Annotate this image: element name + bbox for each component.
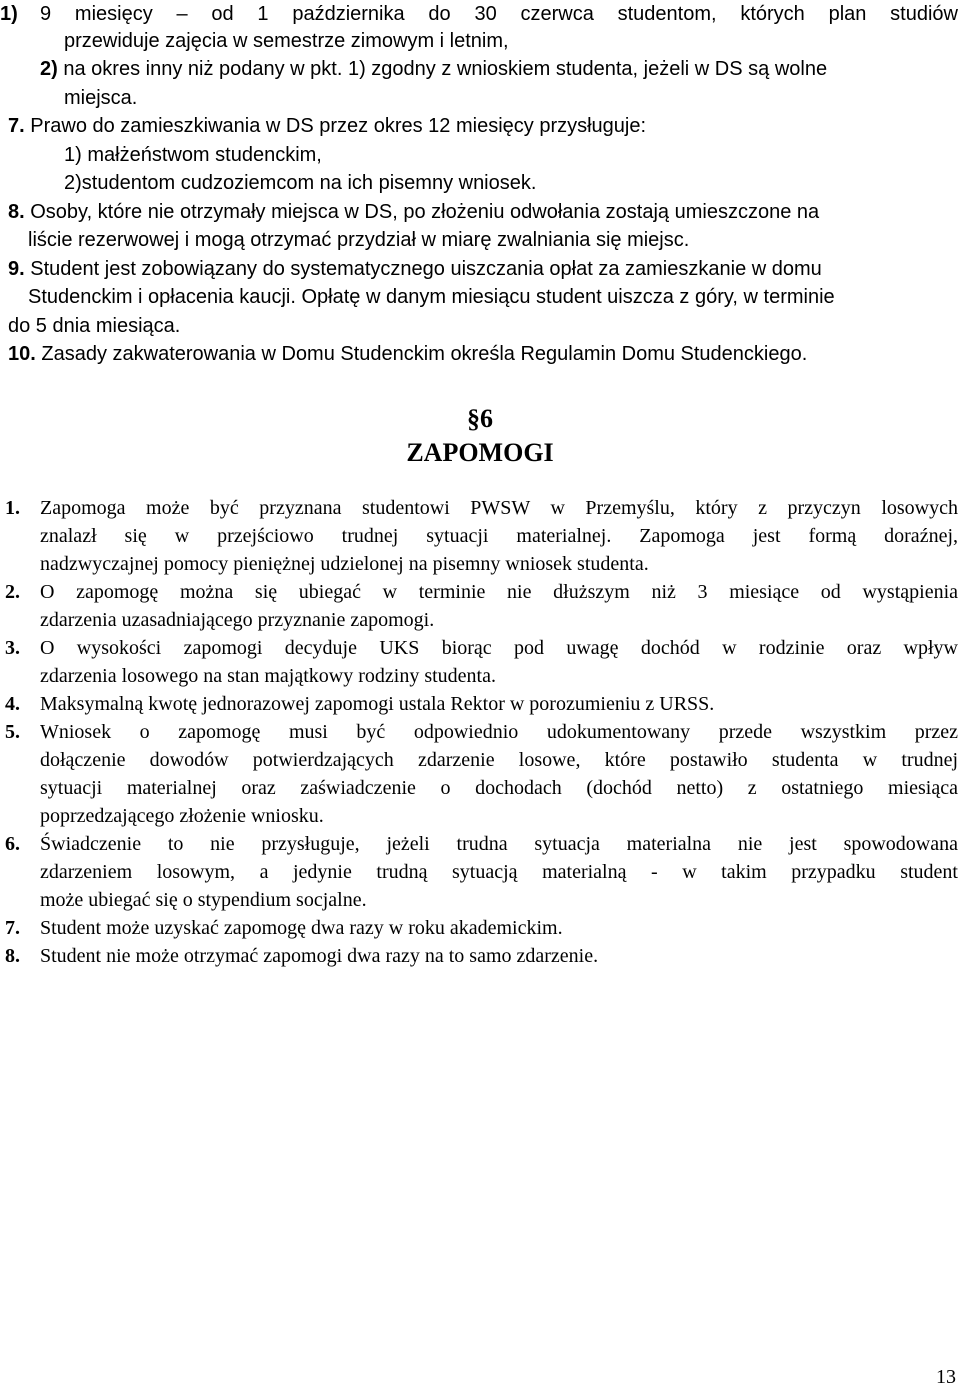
paragraph-9-number: 9. bbox=[8, 258, 25, 280]
list-item bbox=[0, 914, 958, 942]
list-item-number: 5. bbox=[5, 721, 20, 743]
paragraph-7 bbox=[8, 112, 646, 140]
list-item-line: Maksymalną kwotę jednorazowej zapomogi ustala Rektor w porozumieniu z URSS. bbox=[40, 693, 715, 715]
paragraph-9-line-2: Studenckim i opłacenia kaucji. Opłatę w danym miesiącu student uiszcza z góry, w terminie bbox=[28, 286, 835, 308]
list-item-number: 4. bbox=[5, 693, 20, 715]
paragraph-7-a: 1) małżeństwom studenckim, bbox=[64, 144, 322, 166]
paragraph-8-line-1: Osoby, które nie otrzymały miejsca w DS, po złożeniu odwołania zostają umieszczone na bbox=[30, 201, 820, 223]
list-item-line: może ubiegać się o stypendium socjalne. bbox=[40, 889, 367, 911]
page-number: 13 bbox=[936, 1366, 956, 1388]
paragraph-9-line-3: do 5 dnia miesiąca. bbox=[8, 315, 181, 337]
list-item-line: Zapomoga może być przyznana studentowi PWSW w Przemyślu, który z przyczyn losowych bbox=[40, 497, 958, 519]
list-item-line: O zapomogę można się ubiegać w terminie nie dłuższym niż 3 miesiące od wystąpienia bbox=[40, 581, 958, 603]
list-item-line: Student może uzyskać zapomogę dwa razy w roku akademickim. bbox=[40, 917, 563, 939]
list-item-line: dołączenie dowodów potwierdzających zdarzenie losowe, które postawiło studenta w trudnej bbox=[40, 749, 958, 771]
list-item-line: zdarzeniem losowym, a jedynie trudną sytuacją materialną - w takim przypadku student bbox=[40, 861, 958, 883]
list-item-line: poprzedzającego złożenie wniosku. bbox=[40, 805, 324, 827]
item-2-text-visible: na okres inny niż podany w pkt. 1) zgodny z wnioskiem studenta, jeżeli w DS są wolne bbox=[63, 58, 828, 80]
section-title: ZAPOMOGI bbox=[406, 438, 554, 467]
item-1-number: 1) bbox=[0, 3, 18, 25]
paragraph-9 bbox=[8, 255, 822, 283]
list-item-line: zdarzenia losowego na stan majątkowy rodziny studenta. bbox=[40, 665, 496, 687]
list-item-line: Student nie może otrzymać zapomogi dwa razy na to samo zdarzenie. bbox=[40, 945, 599, 967]
line-2: przewiduje zajęcia w semestrze zimowym i letnim, bbox=[64, 30, 509, 52]
list-item bbox=[0, 718, 958, 830]
list-item-line: Wniosek o zapomogę musi być odpowiednio udokumentowany przede wszystkim przez bbox=[40, 721, 958, 743]
paragraph-7-text: Prawo do zamieszkiwania w DS przez okres 12 miesięcy przysługuje: bbox=[30, 115, 647, 137]
list-item-line: nadzwyczajnej pomocy pieniężnej udzielonej na pisemny wniosek studenta. bbox=[40, 553, 649, 575]
item-2-number: 2) bbox=[40, 58, 58, 80]
line-3 bbox=[40, 55, 958, 83]
section-number bbox=[0, 402, 960, 436]
paragraph-10-number: 10. bbox=[8, 343, 36, 365]
list-item bbox=[0, 494, 958, 578]
paragraph-7-b: 2)studentom cudzoziemcom na ich pisemny wniosek. bbox=[64, 172, 537, 194]
list-item bbox=[0, 634, 958, 690]
list-item bbox=[0, 830, 958, 914]
list-item-number: 8. bbox=[5, 945, 20, 967]
paragraph-8-line-2: liście rezerwowej i mogą otrzymać przydział w miarę zwalniania się miejsc. bbox=[28, 229, 690, 251]
list-item-number: 6. bbox=[5, 833, 20, 855]
list-item-number: 1. bbox=[5, 497, 20, 519]
list-item bbox=[0, 942, 958, 970]
item-1-text: 9 miesięcy – od 1 października do 30 czerwca studentom, których plan studiów bbox=[40, 3, 958, 25]
paragraph-7-number: 7. bbox=[8, 115, 25, 137]
paragraph-8-number: 8. bbox=[8, 201, 25, 223]
list-item-line: zdarzenia uzasadniającego przyznanie zapomogi. bbox=[40, 609, 435, 631]
list-item-line: Świadczenie to nie przysługuje, jeżeli trudna sytuacja materialna nie jest spowodowana bbox=[40, 833, 958, 855]
paragraph-10 bbox=[8, 340, 807, 368]
list-item-number: 2. bbox=[5, 581, 20, 603]
zapomogi-list bbox=[0, 494, 960, 970]
list-item bbox=[0, 578, 958, 634]
list-item-line: O wysokości zapomogi decyduje UKS biorąc pod uwagę dochód w rodzinie oraz wpływ bbox=[40, 637, 958, 659]
list-item-number: 7. bbox=[5, 917, 20, 939]
paragraph-9-line-1: Student jest zobowiązany do systematycznego uiszczania opłat za zamieszkanie w domu bbox=[30, 258, 822, 280]
list-item bbox=[0, 690, 958, 718]
list-item-line: sytuacji materialnej oraz zaświadczenie o dochodach (dochód netto) z ostatniego miesiąca bbox=[40, 777, 958, 799]
section-number-value: 6 bbox=[480, 404, 493, 433]
list-item-number: 3. bbox=[5, 637, 20, 659]
section-symbol: § bbox=[467, 404, 480, 433]
paragraph-8 bbox=[8, 198, 920, 226]
paragraph-10-text: Zasady zakwaterowania w Domu Studenckim określa Regulamin Domu Studenckiego. bbox=[41, 343, 808, 365]
section-heading bbox=[0, 402, 960, 470]
list-item-line: znalazł się w przejściowo trudnej sytuacji materialnej. Zapomoga jest formą doraźnej, bbox=[40, 525, 958, 547]
line-4: miejsca. bbox=[64, 87, 138, 109]
